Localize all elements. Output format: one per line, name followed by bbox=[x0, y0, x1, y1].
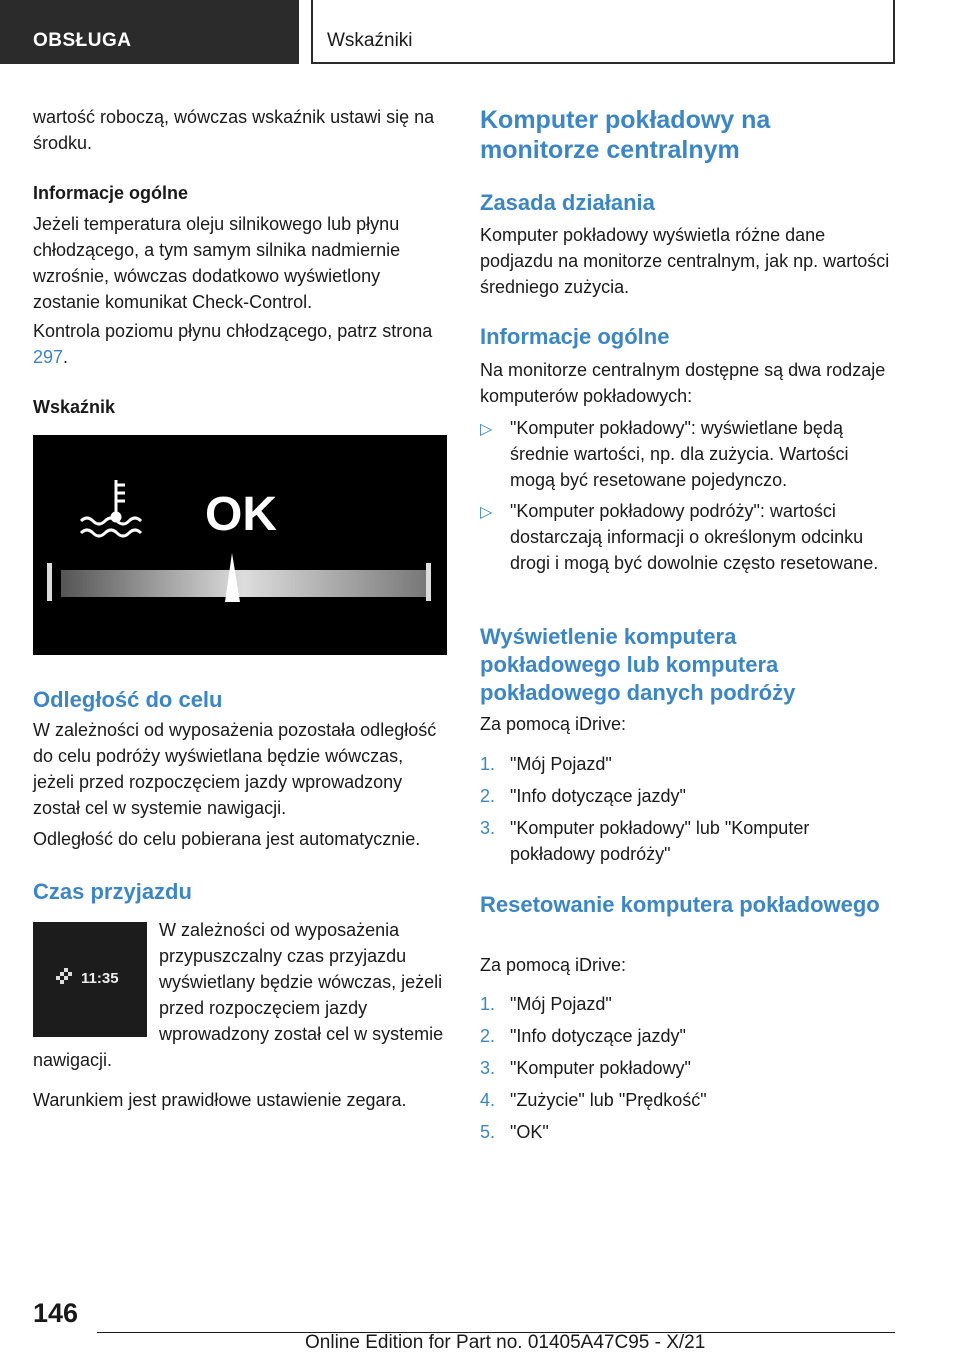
triangle-bullet-icon: ▷ bbox=[480, 504, 493, 521]
reset-step-3: "Komputer pokładowy" bbox=[510, 1058, 691, 1078]
reference-period: . bbox=[63, 347, 69, 367]
arrival-heading: Czas przyjazdu bbox=[33, 879, 192, 904]
display-step-1: "Mój Pojazd" bbox=[510, 754, 612, 774]
step-number: 4. bbox=[480, 1090, 496, 1110]
principle-paragraph: Komputer pokładowy wyświetla różne dane podjazdu na monitorze centralnym, jak np. wartości średniego zużycia. bbox=[480, 225, 890, 297]
triangle-bullet-icon: ▷ bbox=[480, 421, 493, 438]
step-number: 3. bbox=[480, 818, 496, 838]
reset-step-2: "Info dotyczące jazdy" bbox=[510, 1026, 686, 1046]
distance-auto-paragraph: Odległość do celu pobierana jest automatycznie. bbox=[33, 829, 421, 849]
reset-intro: Za pomocą iDrive: bbox=[480, 955, 627, 975]
coolant-temperature-icon bbox=[81, 480, 141, 536]
distance-heading: Odległość do celu bbox=[33, 687, 223, 712]
bullet-item-2 bbox=[480, 498, 895, 604]
coolant-reference-paragraph bbox=[33, 318, 448, 370]
general-info-paragraph: Jeżeli temperatura oleju silnikowego lub płynu chłodzącego, a tym samym silnika nadmiernie wzrośnie, wówczas dodatkowo wyświetlony zostanie komunikat Check-Control. bbox=[33, 214, 401, 312]
coolant-gauge-graphic bbox=[33, 435, 447, 655]
section-title: Komputer pokładowy na monitorze centralnym bbox=[480, 106, 771, 164]
step-number: 5. bbox=[480, 1122, 496, 1142]
bullet-text-2: "Komputer pokładowy podróży": wartości dostarczają informacji o określonym odcinku drogi i mogą być dowolnie często resetowane. bbox=[510, 501, 879, 573]
display-steps-list bbox=[480, 751, 895, 871]
coolant-reference-text: Kontrola poziomu płynu chłodzącego, patrz strona bbox=[33, 321, 433, 341]
edition-note: Online Edition for Part no. 01405A47C95 - X/21 bbox=[305, 1332, 706, 1353]
step-number: 2. bbox=[480, 1026, 496, 1046]
reset-heading: Resetowanie komputera pokładowego bbox=[480, 892, 880, 917]
reset-step-5: "OK" bbox=[510, 1122, 549, 1142]
bullet-text-1: "Komputer pokładowy": wyświetlane będą średnie wartości, np. dla zużycia. Wartości mogą być resetowane pojedynczo. bbox=[510, 418, 849, 490]
arrival-time-value: 11:35 bbox=[81, 970, 119, 987]
clock-requirement-paragraph: Warunkiem jest prawidłowe ustawienie zegara. bbox=[33, 1090, 407, 1110]
step-number: 2. bbox=[480, 786, 496, 806]
continuation-paragraph: wartość roboczą, wówczas wskaźnik ustawi się na środku. bbox=[33, 107, 435, 153]
reset-step-1: "Mój Pojazd" bbox=[510, 994, 612, 1014]
distance-paragraph: W zależności od wyposażenia pozostała odległość do celu podróży wyświetlana będzie wówczas, jeżeli przed rozpoczęciem jazdy wprowadzony został cel w systemie nawigacji. bbox=[33, 720, 437, 818]
general-info-heading: Informacje ogólne bbox=[33, 183, 189, 203]
arrival-paragraph: W zależności od wyposażenia przypuszczalny czas przyjazdu wyświetlany będzie wówczas, jeżeli przed rozpoczęciem jazdy wprowadzony został cel w systemie nawigacji. bbox=[33, 920, 444, 1070]
principle-heading: Zasada działania bbox=[480, 190, 655, 215]
gauge-scale-bar bbox=[61, 570, 427, 597]
right-general-heading: Informacje ogólne bbox=[480, 324, 670, 349]
image-float-spacer bbox=[33, 917, 159, 1041]
step-number: 1. bbox=[480, 994, 496, 1014]
step-number: 1. bbox=[480, 754, 496, 774]
page-number: 146 bbox=[33, 1298, 79, 1328]
gauge-ok-label: OK bbox=[205, 488, 277, 541]
step-number: 3. bbox=[480, 1058, 496, 1078]
gauge-min-mark bbox=[47, 563, 52, 601]
chapter-tab: Wskaźniki bbox=[311, 0, 895, 64]
arrival-paragraph-wrap bbox=[33, 917, 448, 1073]
display-intro: Za pomocą iDrive: bbox=[480, 714, 627, 734]
display-step-3: "Komputer pokładowy" lub "Komputer pokładowy podróży" bbox=[510, 818, 810, 864]
coolant-gauge-image bbox=[33, 435, 447, 655]
indicator-heading: Wskaźnik bbox=[33, 397, 116, 417]
reset-step-4: "Zużycie" lub "Prędkość" bbox=[510, 1090, 707, 1110]
display-step-2: "Info dotyczące jazdy" bbox=[510, 786, 686, 806]
page-link-297[interactable]: 297 bbox=[33, 347, 64, 367]
bullet-item-1 bbox=[480, 415, 895, 495]
display-heading: Wyświetlenie komputera pokładowego lub komputera pokładowego danych podróży bbox=[480, 624, 796, 705]
gauge-max-mark bbox=[426, 563, 431, 601]
right-general-paragraph: Na monitorze centralnym dostępne są dwa rodzaje komputerów pokładowych: bbox=[480, 360, 886, 406]
reset-steps-list bbox=[480, 991, 895, 1161]
section-tab: OBSŁUGA bbox=[0, 0, 299, 64]
